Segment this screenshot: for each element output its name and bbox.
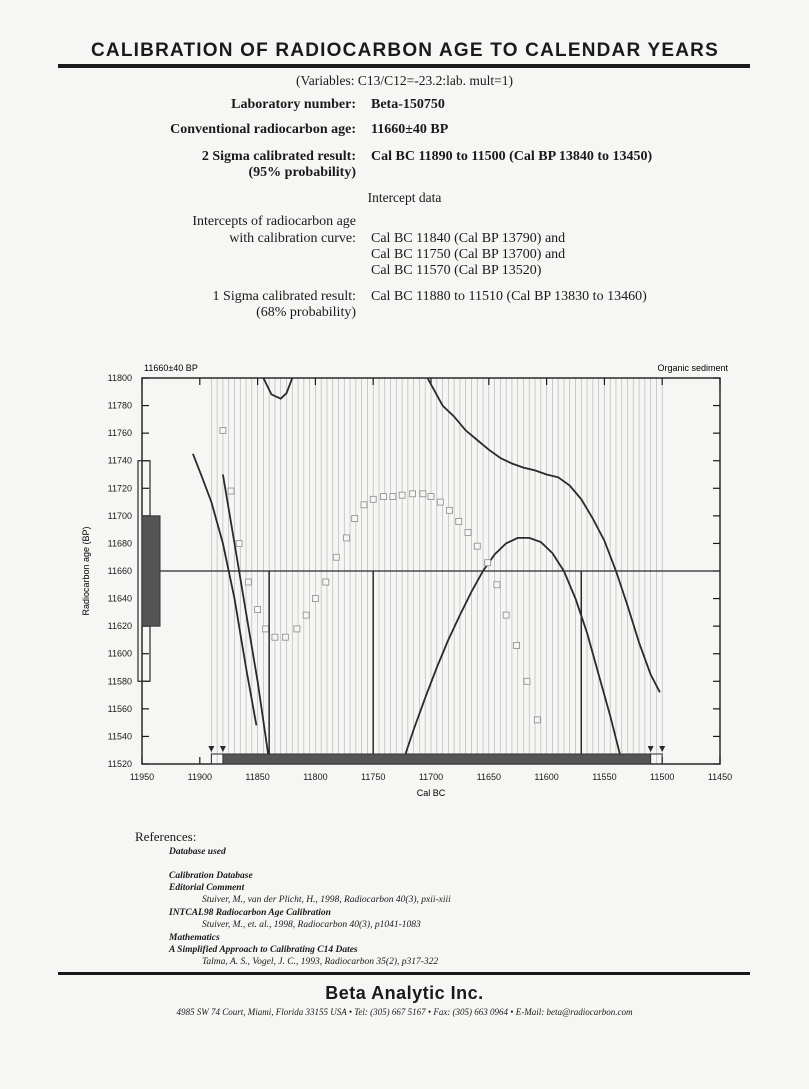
x-tick-label: 11550	[592, 772, 617, 782]
probability-marker	[361, 502, 367, 508]
probability-marker	[465, 529, 471, 535]
ref-database-used: Database used	[169, 847, 226, 857]
probability-marker	[333, 554, 339, 560]
x-tick-label: 11500	[650, 772, 675, 782]
page-title: CALIBRATION OF RADIOCARBON AGE TO CALENDAR YEARS	[91, 40, 719, 61]
x-tick-label: 11650	[476, 772, 501, 782]
y-tick-label: 11520	[107, 759, 132, 769]
variables-line: (Variables: C13/C12=-23.2:lab. mult=1)	[296, 73, 513, 88]
ref-citation-2: Stuiver, M., et. al., 1998, Radiocarbon 40(3), p1041-1083	[202, 920, 421, 930]
company-name: Beta Analytic Inc.	[325, 983, 484, 1003]
probability-marker	[294, 626, 300, 632]
range-marker	[208, 746, 214, 752]
probability-marker	[524, 678, 530, 684]
chart-title-left: 11660±40 BP	[144, 363, 198, 373]
probability-marker	[494, 582, 500, 588]
probability-marker	[282, 634, 288, 640]
curve-upper-line	[263, 378, 292, 399]
result-fields	[0, 0, 809, 330]
references-heading: References:	[135, 829, 197, 844]
sigma1-cal-bar	[223, 754, 651, 764]
probability-marker	[446, 507, 452, 513]
y-tick-label: 11760	[107, 428, 132, 439]
probability-marker	[420, 491, 426, 497]
intercepts-label-line2: with calibration curve:	[229, 231, 356, 246]
x-tick-label: 11850	[245, 772, 270, 782]
x-tick-label: 11750	[361, 772, 386, 782]
probability-marker	[236, 540, 242, 546]
sigma1-value: Cal BC 11880 to 11510 (Cal BP 13830 to 13460)	[371, 289, 647, 304]
x-tick-label: 11800	[303, 772, 328, 782]
company-address: 4985 SW 74 Court, Miami, Florida 33155 USA • Tel: (305) 667 5167 • Fax: (305) 663 0964 • E-Mail: beta@radiocarbon.com	[176, 1007, 633, 1017]
probability-marker	[399, 492, 405, 498]
probability-marker	[381, 494, 387, 500]
x-tick-label: 11950	[129, 772, 155, 782]
curve-upper-line	[193, 454, 257, 726]
probability-marker	[255, 607, 261, 613]
conventional-age-label: Conventional radiocarbon age:	[170, 122, 356, 137]
y-axis-label: Radiocarbon age (BP)	[81, 526, 91, 616]
probability-marker	[323, 579, 329, 585]
probability-marker	[428, 494, 434, 500]
range-marker	[648, 746, 654, 752]
y-tick-label: 11800	[107, 373, 132, 383]
intercept-heading: Intercept data	[367, 190, 442, 205]
ref-citation-1: Stuiver, M., van der Plicht, H., 1998, Radiocarbon 40(3), pxii-xiii	[202, 895, 451, 905]
sigma2-label: 2 Sigma calibrated result:	[201, 149, 356, 164]
y-tick-label: 11660	[107, 566, 132, 576]
sigma1-label: 1 Sigma calibrated result:	[212, 289, 356, 304]
probability-marker	[410, 491, 416, 497]
x-tick-label: 11900	[187, 772, 212, 782]
y-tick-label: 11620	[107, 621, 132, 632]
sigma2-probability: (95% probability)	[248, 165, 356, 180]
y-tick-label: 11680	[107, 538, 132, 549]
x-tick-label: 11600	[534, 772, 559, 782]
probability-marker	[485, 560, 491, 566]
chart-title-right: Organic sediment	[657, 363, 728, 373]
ref-calibration-db: Calibration Database	[169, 871, 253, 881]
y-tick-label: 11600	[107, 648, 132, 659]
y-tick-label: 11700	[107, 510, 132, 521]
x-axis-label: Cal BC	[416, 788, 446, 798]
x-tick-label: 11700	[418, 772, 444, 782]
probability-marker	[390, 494, 396, 500]
lab-number-label: Laboratory number:	[231, 97, 356, 112]
y-tick-label: 11560	[107, 703, 132, 714]
calibration-chart	[0, 355, 809, 805]
ref-citation-3: Talma, A. S., Vogel, J. C., 1993, Radiocarbon 35(2), p317-322	[202, 957, 439, 967]
probability-marker	[344, 535, 350, 541]
footer-rule	[58, 972, 750, 975]
probability-marker	[245, 579, 251, 585]
range-marker	[220, 746, 226, 752]
probability-marker	[220, 427, 226, 433]
ref-approach: A Simplified Approach to Calibrating C14 Dates	[169, 945, 358, 955]
probability-marker	[437, 499, 443, 505]
probability-marker	[228, 488, 234, 494]
range-marker	[659, 746, 665, 752]
sigma2-value: Cal BC 11890 to 11500 (Cal BP 13840 to 13450)	[371, 149, 653, 164]
conventional-age-value: 11660±40 BP	[371, 122, 449, 137]
probability-marker	[456, 518, 462, 524]
y-tick-label: 11580	[107, 676, 132, 687]
probability-marker	[272, 634, 278, 640]
curve-upper-line	[428, 378, 660, 692]
probability-marker	[503, 612, 509, 618]
intercept-1: Cal BC 11840 (Cal BP 13790) and	[371, 231, 566, 246]
x-tick-label: 11450	[707, 772, 733, 782]
probability-marker	[303, 612, 309, 618]
ref-mathematics: Mathematics	[169, 933, 220, 943]
axis-ticks	[108, 373, 733, 782]
probability-marker	[514, 642, 520, 648]
y-tick-label: 11740	[107, 455, 132, 466]
y-tick-label: 11540	[107, 731, 132, 742]
intercept-2: Cal BC 11750 (Cal BP 13700) and	[371, 247, 566, 262]
y-tick-label: 11640	[107, 593, 132, 604]
probability-marker	[312, 596, 318, 602]
probability-marker	[534, 717, 540, 723]
intercept-3: Cal BC 11570 (Cal BP 13520)	[371, 263, 542, 278]
probability-marker	[474, 543, 480, 549]
y-tick-label: 11720	[107, 483, 132, 494]
probability-marker	[352, 516, 358, 522]
intercepts-label-line1: Intercepts of radiocarbon age	[192, 214, 356, 229]
probability-marker	[263, 626, 269, 632]
lab-number-value: Beta-150750	[371, 97, 445, 112]
sigma1-probability: (68% probability)	[256, 305, 356, 320]
ref-editorial: Editorial Comment	[169, 883, 245, 893]
y-tick-label: 11780	[107, 400, 132, 411]
probability-marker	[370, 496, 376, 502]
sigma1-age-box	[142, 516, 160, 626]
ref-intcal: INTCAL98 Radiocarbon Age Calibration	[169, 908, 331, 918]
chart-overlay	[138, 461, 720, 764]
